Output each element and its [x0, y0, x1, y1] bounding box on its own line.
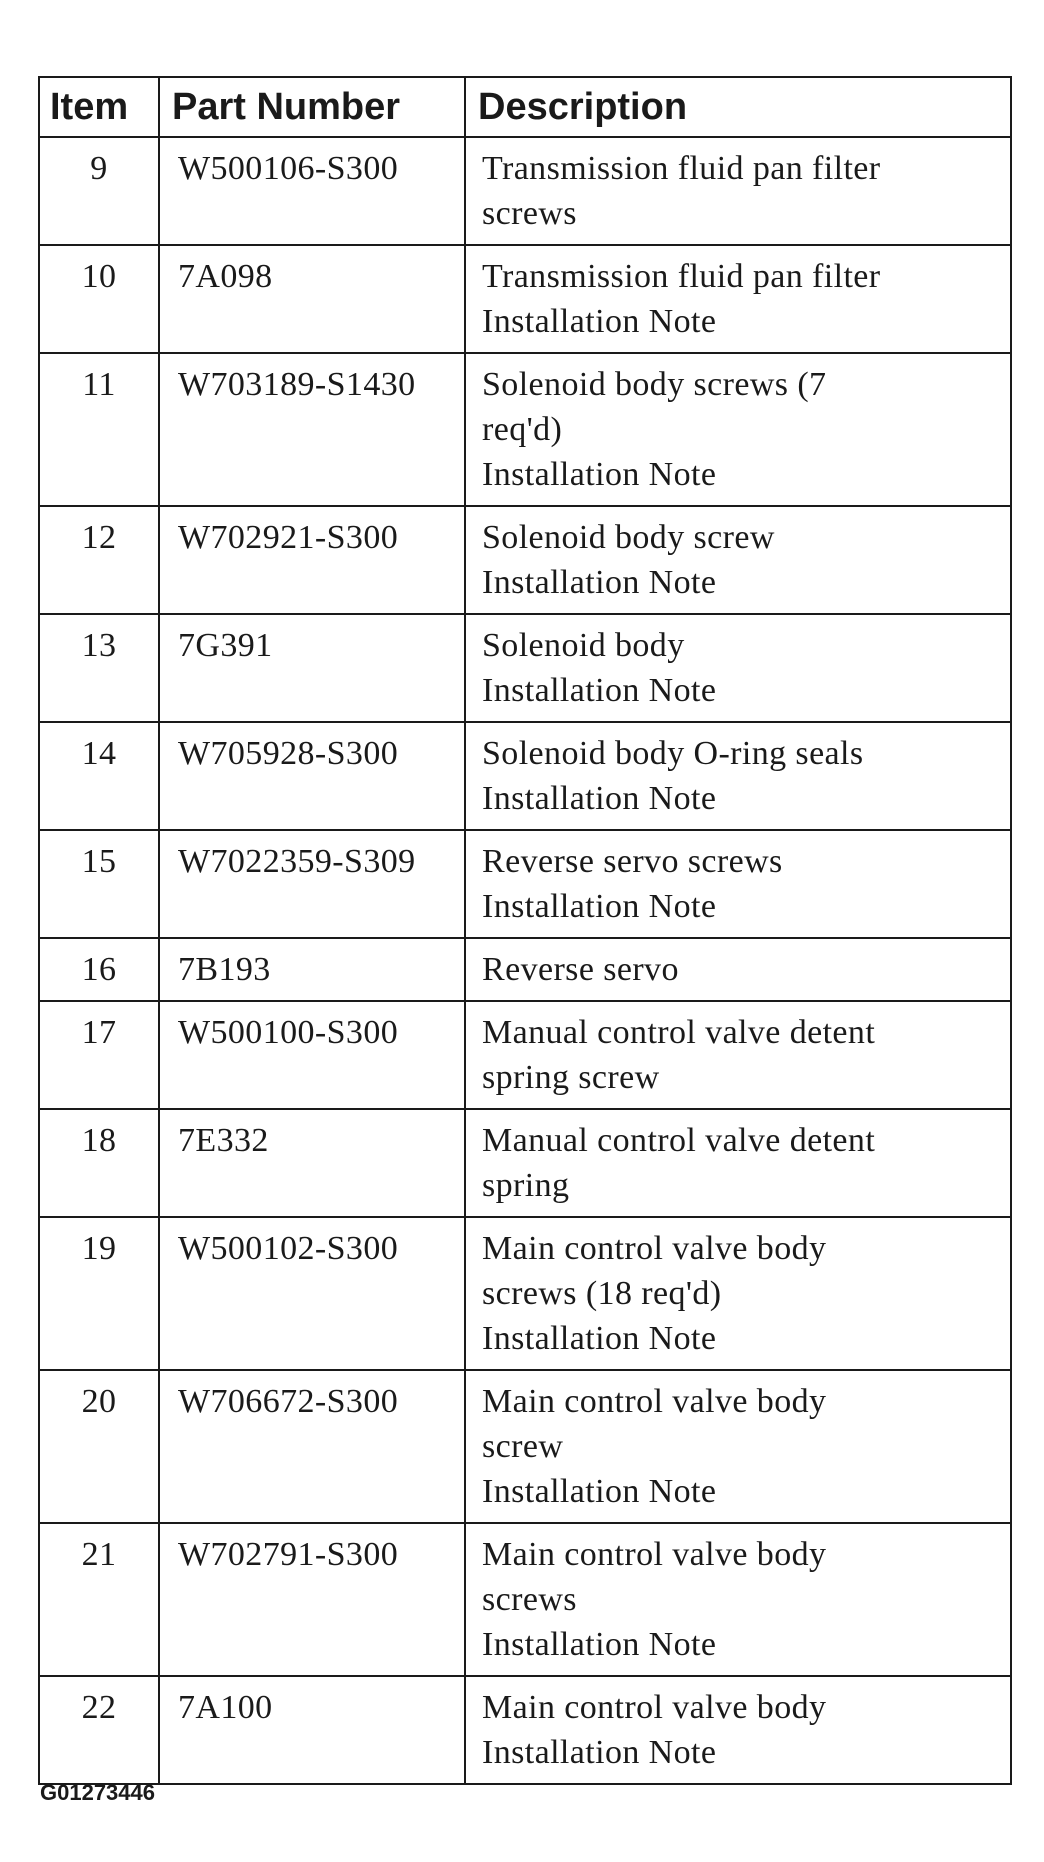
cell-item: 20: [39, 1370, 159, 1523]
cell-part-number: W702791-S300: [159, 1523, 465, 1676]
table-row: [39, 938, 1011, 1001]
cell-part-number: 7G391: [159, 614, 465, 722]
description-line: spring: [482, 1167, 570, 1204]
cell-item: 16: [39, 938, 159, 1001]
cell-description: [465, 1001, 1011, 1109]
cell-item: 10: [39, 245, 159, 353]
cell-description: [465, 1370, 1011, 1523]
cell-part-number: W500100-S300: [159, 1001, 465, 1109]
description-line: Installation Note: [482, 303, 717, 340]
description-line: Reverse servo: [482, 951, 679, 988]
cell-description: [465, 353, 1011, 506]
cell-description: [465, 137, 1011, 245]
description-line: Installation Note: [482, 1626, 717, 1663]
description-line: Installation Note: [482, 1734, 717, 1771]
description-line: req'd): [482, 411, 563, 448]
table-row: [39, 353, 1011, 506]
table-row: [39, 1217, 1011, 1370]
cell-description: [465, 1217, 1011, 1370]
cell-description: [465, 938, 1011, 1001]
description-line: Installation Note: [482, 1320, 717, 1357]
description-line: Installation Note: [482, 888, 717, 925]
cell-description: [465, 1109, 1011, 1217]
cell-description: [465, 1523, 1011, 1676]
cell-description: [465, 1676, 1011, 1784]
cell-part-number: 7B193: [159, 938, 465, 1001]
description-line: Main control valve body: [482, 1689, 827, 1726]
description-line: Main control valve body: [482, 1383, 827, 1420]
description-line: screws: [482, 195, 577, 232]
cell-description: [465, 722, 1011, 830]
cell-item: 13: [39, 614, 159, 722]
figure-id: G01273446: [40, 1780, 155, 1805]
cell-item: 21: [39, 1523, 159, 1676]
description-line: Manual control valve detent: [482, 1122, 876, 1159]
parts-table: [38, 76, 1012, 1785]
cell-description: [465, 830, 1011, 938]
cell-item: 17: [39, 1001, 159, 1109]
header-description: Description: [465, 77, 1011, 137]
cell-part-number: W7022359-S309: [159, 830, 465, 938]
description-line: Installation Note: [482, 564, 717, 601]
table-row: [39, 830, 1011, 938]
table-row: [39, 1001, 1011, 1109]
table-row: [39, 614, 1011, 722]
cell-part-number: 7A100: [159, 1676, 465, 1784]
table-row: [39, 137, 1011, 245]
description-line: Solenoid body screws (7: [482, 366, 827, 403]
cell-item: 18: [39, 1109, 159, 1217]
description-line: Solenoid body O-ring seals: [482, 735, 864, 772]
cell-item: 9: [39, 137, 159, 245]
cell-item: 14: [39, 722, 159, 830]
table-row: [39, 722, 1011, 830]
description-line: Solenoid body screw: [482, 519, 775, 556]
description-line: Installation Note: [482, 780, 717, 817]
cell-description: [465, 614, 1011, 722]
cell-item: 11: [39, 353, 159, 506]
description-line: Main control valve body: [482, 1536, 827, 1573]
cell-item: 22: [39, 1676, 159, 1784]
cell-item: 19: [39, 1217, 159, 1370]
description-line: Transmission fluid pan filter: [482, 258, 881, 295]
description-line: spring screw: [482, 1059, 660, 1096]
header-item: Item: [39, 77, 159, 137]
table-row: [39, 1676, 1011, 1784]
cell-part-number: W500102-S300: [159, 1217, 465, 1370]
cell-item: 12: [39, 506, 159, 614]
description-line: Transmission fluid pan filter: [482, 150, 881, 187]
description-line: screws (18 req'd): [482, 1275, 722, 1312]
description-line: Reverse servo screws: [482, 843, 783, 880]
description-line: Installation Note: [482, 672, 717, 709]
cell-part-number: W703189-S1430: [159, 353, 465, 506]
table-row: [39, 1109, 1011, 1217]
description-line: Manual control valve detent: [482, 1014, 876, 1051]
table-row: [39, 1523, 1011, 1676]
cell-part-number: W702921-S300: [159, 506, 465, 614]
cell-part-number: W706672-S300: [159, 1370, 465, 1523]
cell-description: [465, 506, 1011, 614]
description-line: screw: [482, 1428, 564, 1465]
table-row: [39, 245, 1011, 353]
table-header-row: [39, 77, 1011, 137]
cell-item: 15: [39, 830, 159, 938]
description-line: Installation Note: [482, 1473, 717, 1510]
cell-part-number: W705928-S300: [159, 722, 465, 830]
description-line: screws: [482, 1581, 577, 1618]
description-line: Solenoid body: [482, 627, 685, 664]
description-line: Main control valve body: [482, 1230, 827, 1267]
header-part-number: Part Number: [159, 77, 465, 137]
description-line: Installation Note: [482, 456, 717, 493]
cell-part-number: 7E332: [159, 1109, 465, 1217]
table-body: [39, 137, 1011, 1784]
cell-description: [465, 245, 1011, 353]
table-row: [39, 506, 1011, 614]
cell-part-number: 7A098: [159, 245, 465, 353]
table-row: [39, 1370, 1011, 1523]
cell-part-number: W500106-S300: [159, 137, 465, 245]
